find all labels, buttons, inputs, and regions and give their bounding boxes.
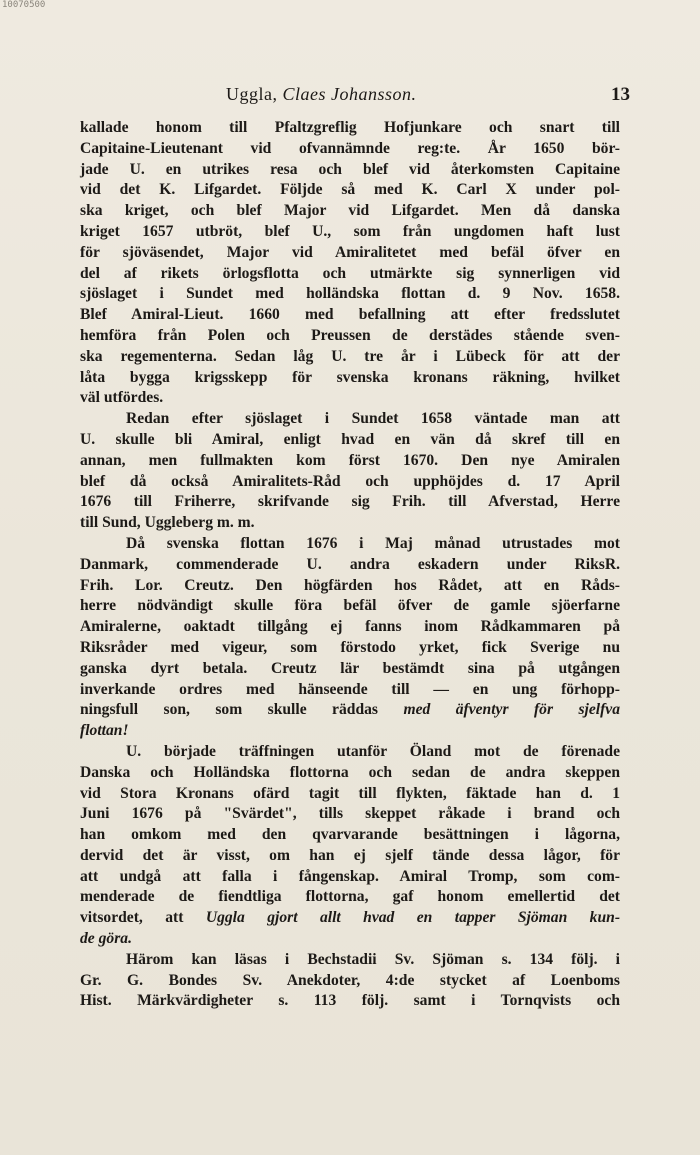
scan-id-label: 10070500 [2,0,46,10]
text-line: kallade honom till Pfaltzgreflig Hofjunkare och snart till [80,119,620,136]
text-line: vid Stora Kronans ofärd tagit till flykten, fäktade han d. 1 [80,784,620,802]
text-line: 1676 till Friherre, skrifvande sig Frih. till Afverstad, Herre [80,493,620,511]
text-line: att undgå att falla i fångenskap. Amiral Tromp, som com- [80,867,620,885]
italic-phrase: de göra. [80,930,132,948]
text-line [80,721,620,742]
text-line: ska kriget, och blef Major vid Lifgardet. Men då danska [80,202,620,220]
italic-phrase: flottan! [80,722,129,740]
text-line: del af rikets örlogsflotta och utmärkte sig synnerligen vid [80,264,620,282]
text-run: ningsfull son, som skulle räddas [80,701,378,719]
text-line: kriget 1657 utbröt, blef U., som från ungdomen haft lust [80,222,620,240]
text-line: jade U. en utrikes resa och blef vid återkomsten Capitaine [80,160,620,178]
italic-phrase: med äfventyr för sjelfva [403,701,621,719]
running-title-sub: Claes Johansson. [282,84,417,104]
body-text [80,118,620,1012]
text-line: sjöslaget i Sundet med holländska flottan d. 9 Nov. 1658. [80,285,620,303]
text-line: vid det K. Lifgardet. Följde så med K. Carl X under pol- [80,181,620,199]
running-title-main: Uggla, [226,84,278,104]
italic-phrase: Uggla gjort allt hvad en tapper Sjöman kun- [205,909,621,927]
text-line: Danska och Holländska flottorna och sedan de andra skeppen [80,763,620,781]
paragraph-2 [80,409,620,534]
text-line: han omkom med den qvarvarande besättningen i lågorna, [80,826,620,844]
text-line: Frih. Lor. Creutz. Den högfärden hos Rådet, att en Råds- [80,576,620,594]
paragraph-5 [80,950,620,1012]
text-line: Härom kan läsas i Bechstadii Sv. Sjöman s. 134 följ. i [126,950,620,968]
text-line: väl utfördes. [80,389,164,407]
text-line: ska regementerna. Sedan låg U. tre år i Lübeck för att der [80,347,620,365]
text-line: U. började träffningen utanför Öland mot de förenade [126,742,620,760]
text-line: inverkande ordres med hänseende till — en ung förhopp- [80,680,620,698]
text-run: vitsordet, att [80,909,184,927]
text-line-mixed [80,908,620,929]
text-line: Hist. Märkvärdigheter s. 113 följ. samt i Tornqvists och [80,992,620,1010]
paragraph-1 [80,118,620,409]
text-line-mixed [80,700,620,721]
text-line: Danmark, commenderade U. andra eskadern under RiksR. [80,555,620,573]
page-header [226,84,630,108]
text-line: Riksråder med vigeur, som förstodo yrket, fick Sverige nu [80,638,620,656]
text-line: Redan efter sjöslaget i Sundet 1658 väntade man att [126,410,620,428]
text-line: ganska dyrt betala. Creutz lär bestämdt sina på utgången [80,659,620,677]
text-line: för sjöväsendet, Major vid Amiralitetet med befäl öfver en [80,243,620,261]
text-line: Capitaine-Lieutenant vid ofvannämnde reg:te. År 1650 bör- [80,139,620,157]
paragraph-3 [80,534,620,742]
text-line: hemföra från Polen och Preussen de derstädes stående sven- [80,326,620,344]
page-number: 13 [611,84,630,105]
text-line [80,929,620,950]
text-line: Amiralerne, oaktadt tillgång ej fanns inom Rådkammaren på [80,618,620,636]
text-line: Gr. G. Bondes Sv. Anekdoter, 4:de stycket af Loenboms [80,971,620,989]
text-line: Blef Amiral-Lieut. 1660 med befallning att efter fredsslutet [80,306,620,324]
text-line: dervid det är visst, om han ej sjelf tände dessa lågor, för [80,846,620,864]
paragraph-4 [80,742,620,950]
text-line: blef då också Amiralitets-Råd och upphöjdes d. 17 April [80,472,620,490]
text-line: annan, men fullmakten kom först 1670. Den nye Amiralen [80,451,620,469]
text-line: till Sund, Uggleberg m. m. [80,514,255,532]
text-line: menderade de fiendtliga flottorna, gaf honom emellertid det [80,888,620,906]
running-title [226,84,417,105]
text-line: U. skulle bli Amiral, enligt hvad en vän då skref till en [80,430,620,448]
text-line: Juni 1676 på "Svärdet", tills skeppet råkade i brand och [80,805,620,823]
text-line: herre nödvändigt skulle föra befäl öfver de gamle sjöerfarne [80,597,620,615]
text-line: låta bygga krigsskepp för svenska kronans räkning, hvilket [80,368,620,386]
text-line: Då svenska flottan 1676 i Maj månad utrustades mot [126,534,620,552]
